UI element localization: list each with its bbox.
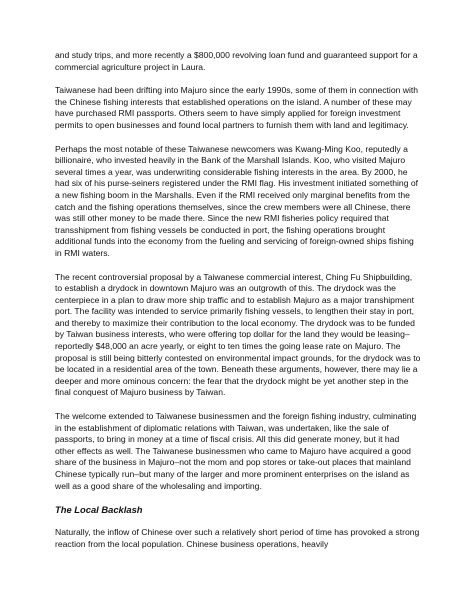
paragraph-kwang-ming-koo: Perhaps the most notable of these Taiwanese newcomers was Kwang-Ming Koo, reputedly a billionaire, who invested heavily in the Bank of the Marshall Islands. Koo, who visited Majuro several times a year, was underwriting considerable fishing interests in the area. By 2000, he had six of his purse-seiners registered under the RMI flag. His investment initiated something of a new fishing boom in the Marshalls. Even if the RMI received only marginal benefits from the catch and the fishing operations themselves, since the crew members were all Chinese, there was still other money to be made there. Since the new RMI fisheries policy required that transshipment from fishing vessels be conducted in port, the fishing operations brought additional funds into the economy from the fueling and servicing of foreign-owned ships fishing in RMI waters. <box>55 143 419 258</box>
paragraph-local-backlash: Naturally, the inflow of Chinese over such a relatively short period of time has provoked a strong reaction from the local population. Chinese business operations, heavily <box>55 527 420 549</box>
document-page <box>55 50 421 562</box>
paragraph-drydock-proposal: The recent controversial proposal by a Taiwanese commercial interest, Ching Fu Shipbuilding, to establish a drydock in downtown Majuro was an outgrowth of this. The drydock was the centerpiece in a plan to draw more ship traffic and to establish Majuro as a major transhipment port. The facility was intended to service primarily fishing vessels, to lengthen their stay in port, and thereby to maximize their contribution to the local economy. The drydock was to be funded by Taiwan business interests, who were offering top dollar for the land they would be leasing–reportedly $48,000 an acre yearly, or eight to ten times the going lease rate on Majuro. The proposal is still being bitterly contested on environmental impact grounds, for the drydock was to be located in a residential area of the town. Beneath these arguments, however, there may lie a deeper and more ominous concern: the fear that the drydock might be yet another step in the final conquest of Majuro business by Taiwan. <box>55 271 421 398</box>
paragraph-welcome-extended: The welcome extended to Taiwanese businessmen and the foreign fishing industry, culminating in the establishment of diplomatic relations with Taiwan, was undertaken, like the sale of passports, to bring in money at a time of fiscal crisis. All this did generate money, but it had other effects as well. The Taiwanese businessmen who came to Majuro have acquired a good share of the business in Majuro–not the mom and pop stores or take-out places that mainland Chinese typically run–but many of the larger and more prominent enterprises on the island as well as a good share of the wholesaling and importing. <box>55 411 417 491</box>
section-heading: The Local Backlash <box>55 504 143 516</box>
paragraph-loan-fund: and study trips, and more recently a $800,000 revolving loan fund and guaranteed support for a commercial agriculture project in Laura. <box>55 50 418 72</box>
paragraph-taiwanese-arrival: Taiwanese had been drifting into Majuro since the early 1990s, some of them in connection with the Chinese fishing interests that established operations on the island. A number of these may have purchased RMI passports. Others seem to have simply applied for foreign investment permits to open businesses and found local partners to furnish them with land and legitimacy. <box>55 85 419 130</box>
